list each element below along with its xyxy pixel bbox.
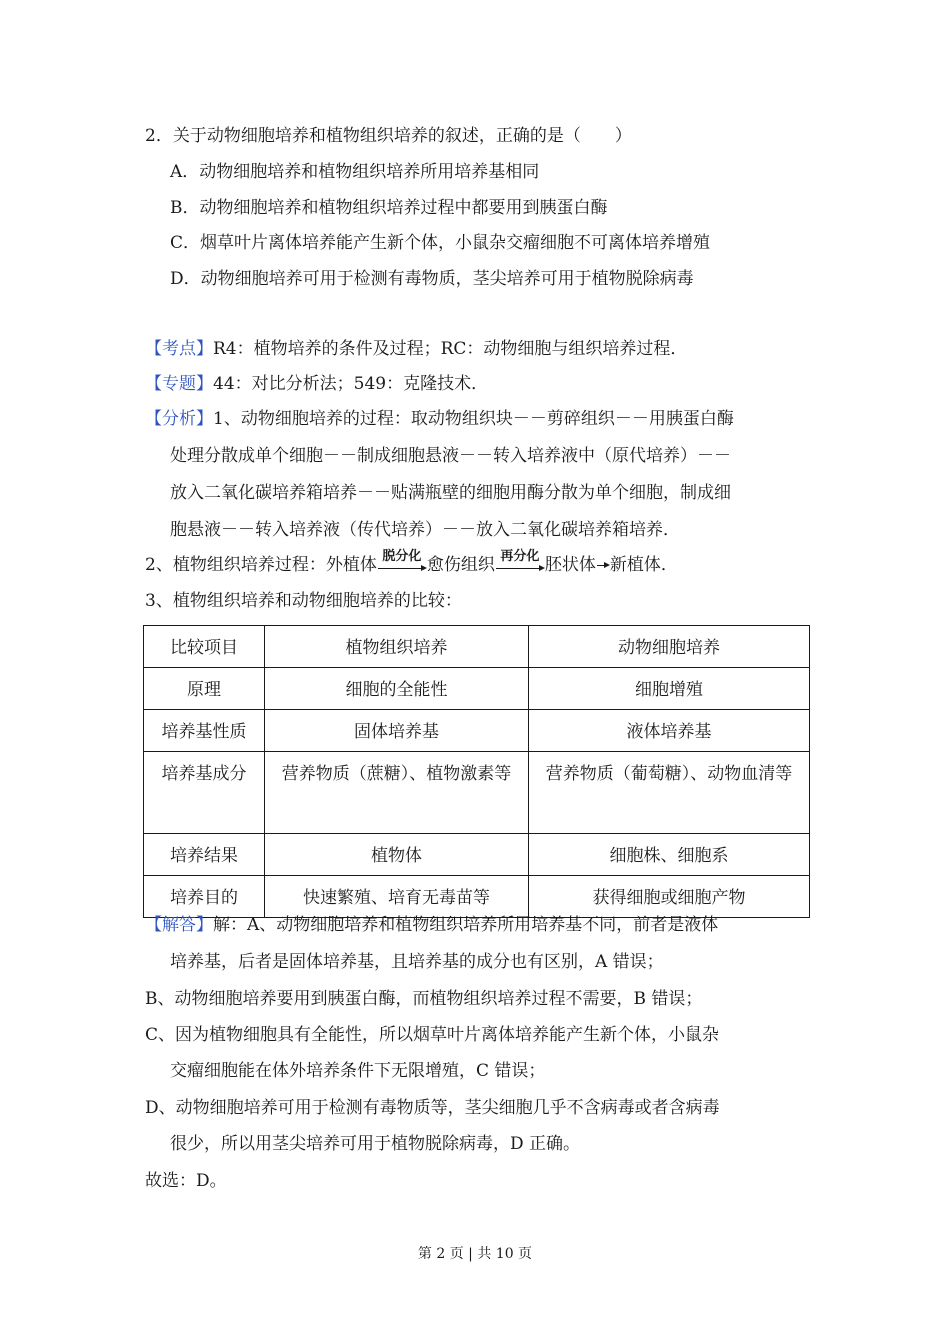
fenxi-line-2: 处理分散成单个细胞－－制成细胞悬液－－转入培养液中（原代培养）－－ [170,446,731,466]
zhuanti-text: 44：对比分析法；549：克隆技术． [213,374,489,394]
table-cell: 培养基性质 [144,710,265,752]
table-cell: 培养目的 [144,876,265,918]
redifferentiation-label: 再分化 [500,549,540,564]
zhuanti-line [145,372,488,396]
page-footer: 第 2 页 | 共 10 页 [417,1246,533,1262]
fenxi-text-1: 1、动物细胞培养的过程：取动物组织块－－剪碎组织－－用胰蛋白酶 [213,409,734,429]
table-row [144,710,810,752]
fenxi-line-4: 胞悬液－－转入培养液（传代培养）－－放入二氧化碳培养箱培养． [170,520,680,540]
kaodian-text: R4：植物培养的条件及过程；RC：动物细胞与组织培养过程． [213,339,688,359]
fenxi-line-3: 放入二氧化碳培养箱培养－－贴满瓶壁的细胞用酶分散为单个细胞，制成细 [170,483,731,503]
table-cell: 固体培养基 [265,710,529,752]
table-row [144,668,810,710]
table-cell: 液体培养基 [529,710,810,752]
arrow-right-icon [596,553,610,577]
table-cell: 培养基成分 [144,752,265,834]
redifferentiation-arrow [495,549,545,577]
table-header-cell: 比较项目 [144,626,265,668]
comparison-table [143,625,810,918]
kaodian-tag: 【考点】 [145,339,213,359]
table-header-cell: 动物细胞培养 [529,626,810,668]
jieda-line-4: C、因为植物细胞具有全能性，所以烟草叶片离体培养能产生新个体，小鼠杂 [145,1025,720,1045]
table-cell: 细胞株、细胞系 [529,834,810,876]
table-cell: 营养物质（葡萄糖）、动物血清等 [529,752,810,834]
arrow-right-icon [421,565,427,571]
table-header-row [144,626,810,668]
kaodian-line [145,337,687,361]
table-cell: 营养物质（蔗糖）、植物激素等 [265,752,529,834]
table-row [144,834,810,876]
table-row [144,752,810,834]
jieda-line-1 [145,913,718,937]
jieda-tag: 【解答】 [145,915,213,935]
arrow-right-icon [539,565,545,571]
table-cell: 原理 [144,668,265,710]
jieda-line-5: 交瘤细胞能在体外培养条件下无限增殖，C 错误； [170,1061,546,1081]
jieda-line-2: 培养基，后者是固体培养基，且培养基的成分也有区别，A 错误； [170,952,664,972]
jieda-line-3: B、动物细胞培养要用到胰蛋白酶，而植物组织培养过程不需要，B 错误； [145,989,703,1009]
zhuanti-tag: 【专题】 [145,374,213,394]
option-c: C．烟草叶片离体培养能产生新个体，小鼠杂交瘤细胞不可离体培养增殖 [170,233,711,253]
jieda-text-1: 解：A、动物细胞培养和植物组织培养所用培养基不同，前者是液体 [213,915,719,935]
fenxi-line-1 [145,407,734,431]
table-header-cell: 植物组织培养 [265,626,529,668]
fenxi-tag: 【分析】 [145,409,213,429]
answer-line: 故选：D。 [145,1171,227,1191]
compare-intro: 3、植物组织培养和动物细胞培养的比较： [145,591,462,611]
table-cell: 快速繁殖、培育无毒苗等 [265,876,529,918]
option-d: D．动物细胞培养可用于检测有毒物质，茎尖培养可用于植物脱除病毒 [170,269,694,289]
jieda-line-6: D、动物细胞培养可用于检测有毒物质等，茎尖细胞几乎不含病毒或者含病毒 [145,1098,720,1118]
process-embryoid: 胚状体 [544,555,596,575]
table-cell: 细胞的全能性 [265,668,529,710]
dedifferentiation-label: 脱分化 [382,549,422,564]
question-stem: 2．关于动物细胞培养和植物组织培养的叙述，正确的是（ ） [145,126,632,146]
table-cell: 植物体 [265,834,529,876]
table-cell: 获得细胞或细胞产物 [529,876,810,918]
jieda-line-7: 很少，所以用茎尖培养可用于植物脱除病毒，D 正确。 [170,1134,581,1154]
process-callus: 愈伤组织 [426,555,495,575]
process-new-plant: 新植体． [609,555,678,575]
table-cell: 培养结果 [144,834,265,876]
plant-culture-process [145,549,678,577]
table-row [144,876,810,918]
table-cell: 细胞增殖 [529,668,810,710]
option-a: A．动物细胞培养和植物组织培养所用培养基相同 [170,162,540,182]
dedifferentiation-arrow [377,549,427,577]
option-b: B．动物细胞培养和植物组织培养过程中都要用到胰蛋白酶 [170,198,608,218]
process-prefix: 2、植物组织培养过程：外植体 [145,555,377,575]
